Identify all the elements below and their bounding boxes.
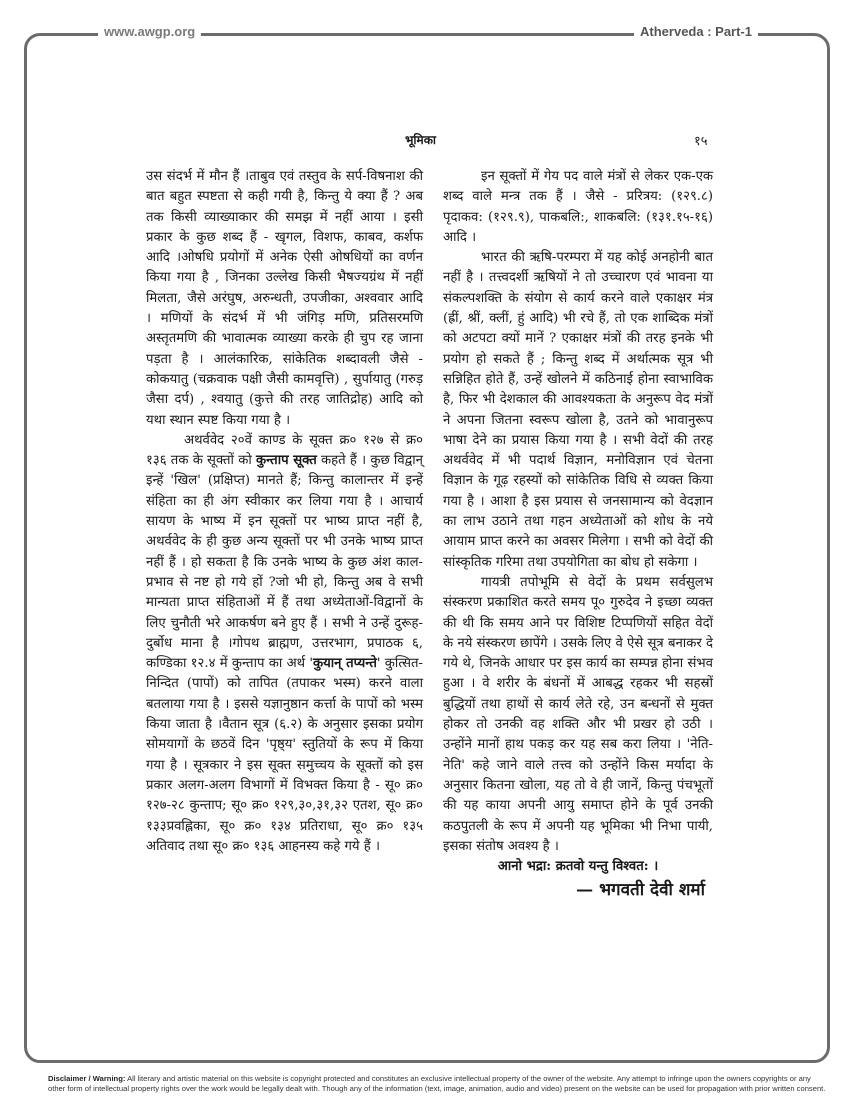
kuyan-tapyante-term: कुयान् तप्यन्ते [312, 656, 377, 672]
right-paragraph-1: इन सूक्तों में गेय पद वाले मंत्रों से लेकर एक-एक शब्द वाले मन्त्र तक हैं । जैसे - प्ररित्रय: (१२९.८) पृदाकव: (१२९.९), पाकबलि:, शाकबलि: (१३१.१५-१६) आदि । [443, 169, 713, 245]
text-run: ' कुत्सित- निन्दित (पापों) को तापित (तपाकर भस्म) करने वाला बतलाया गया है । इससे यज्ञानुष्ठान कर्त्ता के पापों को भस्म किया जाता है ।वैतान सूत्र (६.२) के अनुसार इसका प्रयोग सोमयागों के छठवें दिन 'पृष्ठ्य' स्तुतियों के रूप में किया गया है । सूत्रकार ने इस सूक्त समुच्चय के सूक्तों को इस प्रकार अलग-अलग विभागों में विभक्त किया है - सू० क्र० १२७-२८ कुन्ताप; सू० क्र० १२९,३०,३१,३२ एतश, सू० क्र० १३३प्रवह्लिका, सू० क्र० १३४ प्रतिराधा, सू० क्र० १३५ अतिवाद तथा सू० क्र० १३६ आहनस्य कहे गये हैं । [146, 656, 423, 854]
disclaimer-text: All literary and artistic material on this website is copyright protected and constitutes an exclusive intellectual property of the owner of the website. Any attempt to infringe upon the owners copyrights or any other form of intellectual property rights over the work would be legally dealt with. Though any of the information (text, image, animation, audio and video) present on the website can be used for propagation with prior written consent. [48, 1074, 826, 1093]
disclaimer [48, 1074, 828, 1094]
right-paragraph-3: गायत्री तपोभूमि से वेदों के प्रथम सर्वसुलभ संस्करण प्रकाशित करते समय पू० गुरुदेव ने इच्छा व्यक्त की थी कि समय आने पर विशिष्ट टिप्पणियों सहित वेदों के नये संस्करण छापेंगे । उसके लिए वे ऐसे सूत्र बनाकर दे गये थे, जिनके आधार पर इस कार्य का सम्पन्न होना संभव हुआ । वे शरीर के बंधनों में आबद्ध रहकर भी सहस्रों बुद्धियों तथा हाथों से कार्य लेते रहे, उन बन्धनों से मुक्त होकर तो उनकी वह शक्ति और भी प्रखर हो उठी । उन्होंने मानों हाथ पकड़ कर यह सब करा लिया । 'नेति-नेति' कहे जाने वाले तत्त्व को उन्होंने किस मर्यादा के अनुसार कितना खोला, यह तो वे ही जानें, किन्तु पंचभूतों की यह काया अपनी आयु समाप्त होने के पूर्व उनकी कठपुतली के रूप में अपनी यह भूमिका भी निभा पायी, इसका संतोष अवश्य है । [443, 574, 713, 854]
page-number: १५ [694, 134, 708, 149]
left-paragraph-2 [146, 431, 423, 857]
book-title-label: Atherveda : Part-1 [634, 22, 758, 42]
site-url-label: www.awgp.org [98, 22, 201, 42]
running-title: भूमिका [405, 133, 437, 147]
disclaimer-label: Disclaimer / Warning: [48, 1074, 126, 1083]
author-signature: — भगवती देवी शर्मा [576, 880, 705, 901]
right-column [443, 167, 713, 903]
left-paragraph-1: उस संदर्भ में मौन हैं ।ताबुव एवं तस्तुव के सर्प-विषनाश की बात बहुत स्पष्टता से कही गयी है, किन्तु ये क्या हैं ? अब तक किसी व्याख्याकार की समझ में नहीं आया । इसी प्रकार के कुछ शब्द हैं - खृगल, विशफ, काबव, कर्शफ आदि ।ओषधि प्रयोगों में अनेक ऐसी ओषधियों का वर्णन किया गया है , जिनका उल्लेख किसी भैषज्यग्रंथ में नहीं मिलता, जैसे अरंघुष, अरुन्धती, उपजीका, अश्ववार आदि । मणियों के संदर्भ में भी जंगिड़ मणि, प्रतिसरमणि अस्तृतमणि की भावात्मक व्याख्या करके ही चुप रह जाना पड़ता है । आलंकारिक, सांकेतिक शब्दावली जैसे - कोकयातु (चक्रवाक पक्षी जैसी कामवृत्ति) , सुर्पायातु (गरुड़ जैसा दर्प) , श्वयातु (कुत्ते की तरह जातिद्रोह) आदि को यथा स्थान स्पष्ट किया गया है । [146, 169, 423, 428]
left-column [146, 167, 423, 857]
right-paragraph-2: भारत की ऋषि-परम्परा में यह कोई अनहोनी बात नहीं है । तत्त्वदर्शी ऋषियों ने तो उच्चारण एवं भावना या संकल्पशक्ति के संयोग से कार्य करने वाले एकाक्षर मंत्र (ह्रीं, श्रीं, क्लीं, हुं आदि) भी रचे हैं, तो एक शाब्दिक मंत्रों को अटपटा क्यों मानें ? एकाक्षर मंत्रों की तरह इनके भी प्रयोग हो सकते हैं ; किन्तु शब्द में अर्थात्मक सूत्र भी सन्निहित होते हैं, उन्हें खोलने में कठिनाई होना स्वाभाविक है, फिर भी देशकाल की आवश्यकता के अनुरूप वेद मंत्रों ने अपना जितना स्वरूप खोला है, उतने को भावानुरूप भाषा देने का प्रयास किया गया है । सभी वेदों की तरह अथर्ववेद में भी पदार्थ विज्ञान, मनोविज्ञान एवं चेतना विज्ञान के गूढ़ रहस्यों को सांकेतिक विधि से व्यक्त किया गया है । आशा है इस प्रयास से जनसामान्य को वेदज्ञान का लाभ उठाने तथा गहन अध्येताओं को शोध के नये आयाम प्राप्त करने का अवसर मिलेगा । सभी को वेदों की सांस्कृतिक गरिमा तथा उपयोगिता का बोध हो सकेगा । [443, 250, 713, 570]
closing-verse: आनो भद्रा: क्रतवो यन्तु विश्वत: । [497, 859, 659, 875]
text-run: कहते हैं । कुछ विद्वान् इन्हें 'खिल' (प्रक्षिप्त) मानते हैं; किन्तु कालान्तर में इन्हें संहिता का ही अंग स्वीकार कर लिया गया है । आचार्य सायण के भाष्य में इन सूक्तों पर भाष्य प्राप्त नहीं है, अथर्ववेद के ही कुछ अन्य सूक्तों पर भी उनके भाष्य प्राप्त नहीं हैं । हो सकता है कि उनके भाष्य के कुछ अंश काल- प्रभाव से नष्ट हो गये हों ?जो भी हो, किन्तु अब वे सभी मान्यता प्राप्त संहिताओं में हैं तथा अध्येताओं-विद्वानों के लिए चुनौती भरे आकर्षण बने हुए हैं । सभी ने उन्हें दुरूह-दुर्बोध माना है ।गोपथ ब्राह्मण, उत्तरभाग, प्रपाठक ६, कण्डिका १२.४ में कुन्ताप का अर्थ ' [146, 453, 423, 672]
kuntap-sukta-term: कुन्ताप सूक्त [255, 453, 317, 469]
text-run: अथर्ववेद २०वें काण्ड के सूक्त क्र० १२७ से क्र० १३६ तक के सूक्तों को [146, 432, 423, 469]
